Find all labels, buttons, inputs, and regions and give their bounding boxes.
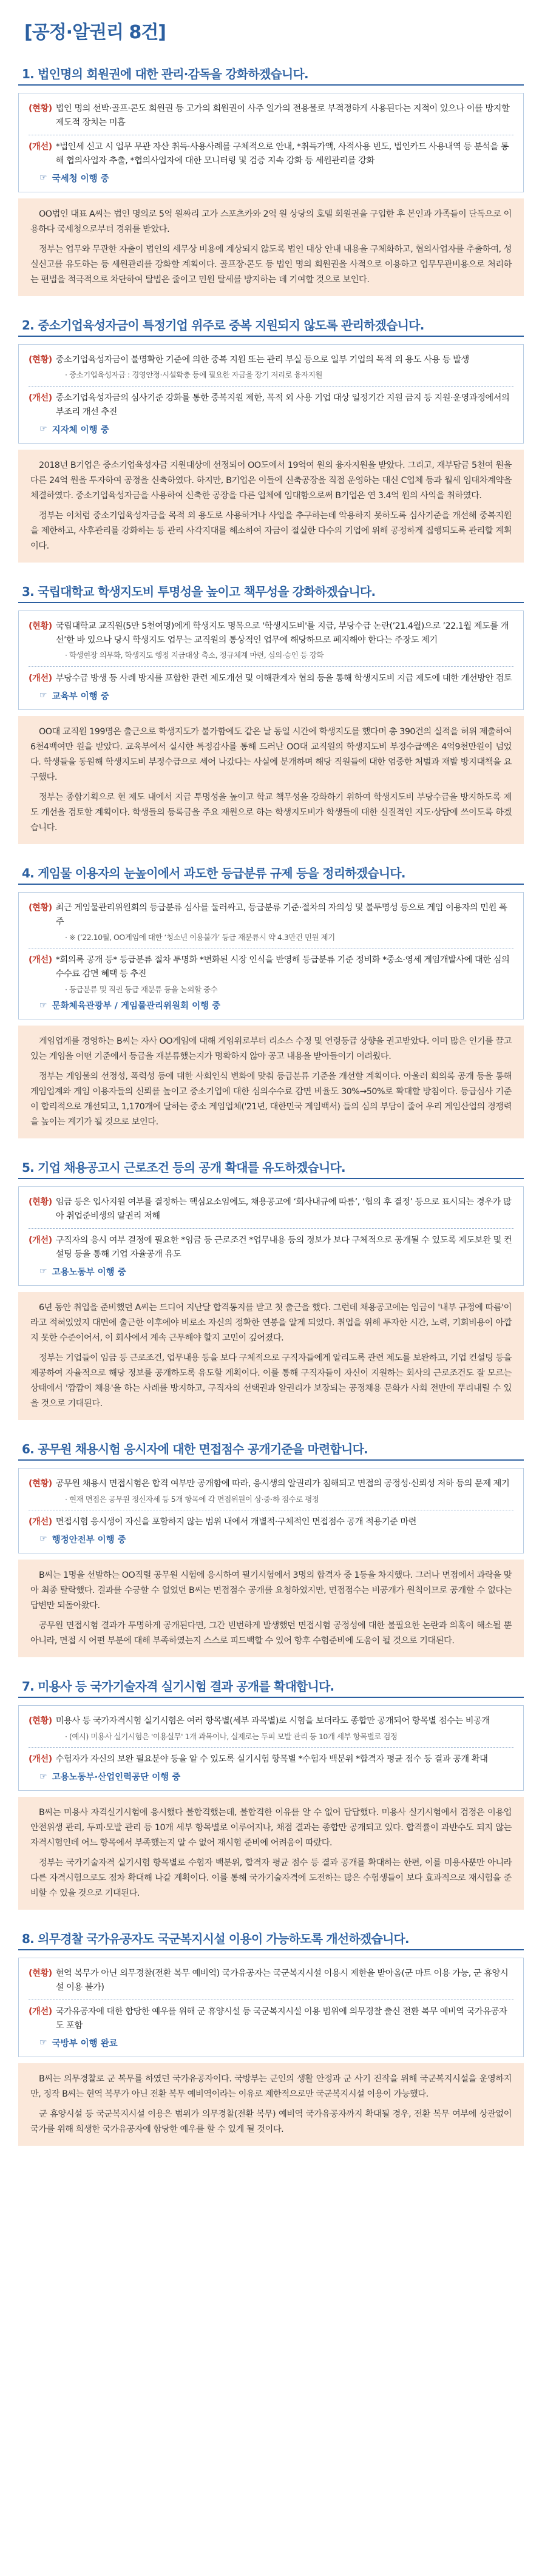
current-notes	[65, 931, 513, 943]
story-paragraph: B씨는 의무경찰로 군 복무를 하였던 국가유공자이다. 국방부는 군인의 생활 안정과 군 사기 진작을 위해 국군복지시설을 운영하지만, 정작 B씨는 현역 복무가 아닌 전환 복무 예비역이라는 이유로 제한적으로만 국군복지시설 이용이 가능했다.	[30, 2074, 512, 2099]
story-paragraph: 정부는 기업들이 임금 등 근로조건, 업무내용 등을 보다 구체적으로 구직자들에게 알리도록 관련 제도를 보완하고, 기업 컨설팅 등을 제공하여 자율적으로 해당 정보를 공개하도록 유도할 계획이다. 이를 통해 구직자들이 자신이 지원하는 회사의 근로조건도 잘 모르는 상태에서 '깜깜이 채용'을 하는 사례를 방지하고, 구직자의 선택권과 알권리가 보장되는 공정채용 문화가 사회 전반에 뿌리내릴 수 있을 것으로 기대된다.	[30, 1353, 512, 1408]
current-notes	[65, 1493, 513, 1505]
status-box	[18, 1958, 524, 2057]
status-box	[18, 1468, 524, 1553]
current-text: 현역 복무가 아닌 의무경찰(전환 복무 예비역) 국가유공자는 국군복지시설 이용시 제한을 받아옴(군 마트 이용 가능, 군 휴양시설 이용 불가)	[55, 1969, 509, 1993]
story-paragraph: 정부는 게임물의 선정성, 폭력성 등에 대한 사회인식 변화에 맞춰 등급분류 기준을 개선할 계획이다. 아울러 회의록 공개 등을 통해 게임업계와 게임 이용자들의 신뢰를 높이고 중소기업에 대한 심의수수료 감면 비율도 30%→50%로 확대할 방침이다. 등급심사 기준이 합리적으로 개선되고, 1,170개에 달하는 중소 게임업체('21년, 대한민국 게임백서) 들의 심의 부담이 줄어 우리 게임산업의 경쟁력을 높이는 계기가 될 것으로 보인다.	[30, 1072, 512, 1127]
improve-tag: (개선)	[29, 673, 52, 683]
current-item	[29, 102, 513, 130]
responsible-agency	[39, 1533, 513, 1546]
section-heading: 6. 공무원 채용시험 응시자에 대한 면접점수 공개기준을 마련합니다.	[22, 1441, 368, 1456]
improve-notes	[65, 984, 513, 995]
sections-container	[18, 64, 524, 2146]
example-story	[18, 1560, 524, 1657]
responsible-agency	[39, 2037, 513, 2049]
current-notes	[65, 1731, 513, 1742]
divider	[29, 666, 513, 667]
agency-text: 지자체 이행 중	[52, 425, 109, 435]
agency-text: 국방부 이행 완료	[52, 2038, 118, 2049]
section-8	[18, 1929, 524, 2146]
story-paragraph: 공무원 면접시험 결과가 투명하게 공개된다면, 그간 빈번하게 발생했던 면접시험 공정성에 대한 불필요한 논란과 의혹이 해소될 뿐 아니라, 면접 시 어떤 부분에 대해 부족하였는지 스스로 피드백할 수 있어 향후 수험준비에 도움이 될 것으로 기대된다.	[30, 1620, 512, 1646]
story-paragraph: 2018년 B기업은 중소기업육성자금 지원대상에 선정되어 OO도에서 19억여 원의 융자지원을 받았다. 그리고, 재부담금 5천여 원을 다른 24억 원을 투자하여 공정을 신축하였다. 하지만, B기업은 이들에 신축공장을 직접 운영하는 대신 C업체 등과 월세 임대차계약을 체결하였다. 중소기업육성자금을 사용하여 신축한 공장을 다른 업체에 임대함으로써 B기업은 연 3.4억 원의 사익을 취하였다.	[30, 460, 512, 501]
section-rule	[18, 336, 524, 337]
agency-text: 고용노동부·산업인력공단 이행 중	[52, 1773, 181, 1783]
responsible-agency	[39, 999, 513, 1012]
section-5	[18, 1158, 524, 1420]
page-title: [공정·알권리 8건]	[24, 22, 166, 43]
current-notes	[65, 649, 513, 661]
improve-text: 국가유공자에 대한 합당한 예우를 위해 군 휴양시설 등 국군복지시설 이용 범위에 의무경찰 출신 전환 복무 예비역 국가유공자도 포함	[55, 2006, 507, 2030]
section-rule	[18, 1697, 524, 1698]
story-paragraph: 정부는 종합기획으로 현 제도 내에서 지급 투명성을 높이고 학교 책무성을 강화하기 위하여 학생지도비 부당수급을 방지하도록 제도 개선을 검토할 계획이다. 학생들의 등록금을 주요 재원으로 하는 학생지도비가 학생들에 대한 실질적인 지도·상담에 쓰이도록 하겠습니다.	[30, 792, 512, 833]
section-rule	[18, 602, 524, 603]
note-item: · 중소기업육성자금 : 경영안정·시설확충 등에 필요한 자금을 장기 저리로 융자지원	[65, 369, 513, 380]
pointer-icon: ☞	[39, 1266, 47, 1277]
status-box	[18, 892, 524, 1019]
section-1	[18, 64, 524, 296]
improve-item	[29, 140, 513, 168]
example-story	[18, 1292, 524, 1420]
story-paragraph: B씨는 미용사 자격실기시험에 응시했다 불합격했는데, 불합격한 이유를 알 수 없어 답답했다. 미용사 실기시험에서 검정은 이용업 안전위생 관리, 두피·모발 관리 등 10개 세부 항목별로 이루어지나, 채점 결과는 종합만 공개되고 있다. 합격률이 과반수도 되지 않는 자격시험인데 어느 항목에서 부족했는지 알 수 없어 재시험 준비에 어려움이 따랐다.	[30, 1808, 512, 1848]
divider	[29, 1228, 513, 1229]
current-text: 미용사 등 국가자격시험 실기시험은 여러 항목별(세부 과목별)로 시험을 보더라도 종합만 공개되어 항목별 점수는 비공개	[55, 1716, 490, 1726]
current-item	[29, 901, 513, 929]
divider	[29, 1747, 513, 1748]
divider	[29, 386, 513, 387]
note-item: · ※ (’22.10월, OO게임에 대한 ‘청소년 이용불가’ 등급 재분류시 약 4.3만건 민원 제기	[65, 931, 513, 943]
current-text: 국립대학교 교직원(5만 5천여명)에게 학생지도 명목으로 '학생지도비'를 지급, 부당수급 논란(’21.4월)으로 ’22.1월 제도를 개선’한 바 있으나 당시 학생지도 업무는 교직원의 통상적인 업무에 해당하므로 폐지해야 한다는 주장도 제기	[55, 621, 509, 645]
responsible-agency	[39, 172, 513, 184]
pointer-icon: ☞	[39, 173, 47, 183]
section-heading: 5. 기업 채용공고시 근로조건 등의 공개 확대를 유도하겠습니다.	[22, 1160, 345, 1175]
improve-tag: (개선)	[29, 955, 52, 965]
status-box	[18, 1186, 524, 1286]
improve-item	[29, 953, 513, 981]
example-story	[18, 1026, 524, 1138]
current-item	[29, 1195, 513, 1223]
example-story	[18, 1797, 524, 1910]
story-paragraph: 정부는 국가기술자격 실기시험 항목별로 수험자 백분위, 합격자 평균 점수 등 결과 공개를 확대하는 한편, 이를 미용사뿐만 아니라 다른 자격시험으로도 점차 확대해 나갈 계획이다. 이를 통해 국가기술자격에 도전하는 많은 수험생들이 보다 효과적으로 재시험을 준비할 수 있을 것으로 기대된다.	[30, 1858, 512, 1899]
section-heading: 7. 미용사 등 국가기술자격 실기시험 결과 공개를 확대합니다.	[22, 1678, 334, 1694]
current-tag: (현황)	[29, 1716, 52, 1726]
story-paragraph: 군 휴양시설 등 국군복지시설 이용은 범위가 의무경찰(전환 복무) 예비역 국가유공자까지 확대될 경우, 전환 복무 여부에 상관없이 국가를 위해 희생한 국가유공자에 합당한 예우를 할 수 있게 될 것이다.	[30, 2109, 512, 2134]
current-tag: (현황)	[29, 1969, 52, 1979]
current-item	[29, 1477, 513, 1491]
responsible-agency	[39, 423, 513, 436]
improve-item	[29, 1234, 513, 1262]
section-3	[18, 582, 524, 844]
agency-text: 문화체육관광부 / 게임물관리위원회 이행 중	[52, 1001, 221, 1012]
current-text: 중소기업육성자금이 불명확한 기준에 의한 중복 지원 또는 관리 부실 등으로 일부 기업의 목적 외 용도 사용 등 발생	[55, 354, 469, 365]
current-tag: (현황)	[29, 354, 52, 365]
pointer-icon: ☞	[39, 424, 47, 434]
current-tag: (현황)	[29, 1478, 52, 1489]
improve-item	[29, 2005, 513, 2033]
current-item	[29, 353, 513, 367]
pointer-icon: ☞	[39, 1771, 47, 1782]
current-item	[29, 1714, 513, 1728]
pointer-icon: ☞	[39, 691, 47, 701]
improve-text: *회의록 공개 등* 등급분류 절차 투명화 *변화된 시장 인식을 반영해 등급분류 기준 정비화 *중소·영세 게임개발사에 대한 심의수수료 감면 혜택 등 추진	[55, 955, 510, 979]
current-tag: (현황)	[29, 104, 52, 113]
story-paragraph: B씨는 1명을 선발하는 OO직렬 공무원 시험에 응시하여 필기시험에서 3명의 합격자 중 1등을 차지했다. 그러나 면접에서 과락을 맞아 최종 탈락했다. 결과를 수긍할 수 없었던 B씨는 면접점수 공개를 요청하였지만, 면접점수는 비공개가 원칙이므로 공개할 수 없다는 답변만 되돌아왔다.	[30, 1570, 512, 1611]
current-notes	[65, 369, 513, 380]
current-item	[29, 1967, 513, 1995]
story-paragraph: 게임업계를 경영하는 B씨는 자사 OO게임에 대해 게임위로부터 리소스 수정 및 연령등급 상향을 권고받았다. 이미 많은 인기를 끌고 있는 게임을 어떤 기준에서 등급을 재분류했는지가 명확하지 않아 공고 내용을 받아들이기 어려웠다.	[30, 1036, 512, 1062]
improve-item	[29, 1515, 513, 1529]
improve-text: 중소기업육성자금의 심사기준 강화를 통한 중복지원 제한, 목적 외 사용 기업 대상 일정기간 지원 금지 등 지원·운영과정에서의 부조리 개선 추진	[55, 393, 510, 417]
current-text: 임금 등은 입사지원 여부를 결정하는 핵심요소임에도, 채용공고에 ‘회사내규에 따름’, ‘협의 후 결정’ 등으로 표시되는 경우가 많아 취업준비생의 알권리 저해	[55, 1197, 512, 1221]
example-story	[18, 716, 524, 844]
note-item: · 등급분류 및 직권 등급 재분류 등을 논의할 중수	[65, 984, 513, 995]
section-4	[18, 864, 524, 1138]
improve-item	[29, 1753, 513, 1766]
agency-text: 국세청 이행 중	[52, 174, 109, 184]
section-rule	[18, 1178, 524, 1179]
responsible-agency	[39, 1265, 513, 1278]
current-tag: (현황)	[29, 621, 52, 631]
improve-item	[29, 391, 513, 419]
improve-text: 면접시험 응시생이 자신을 포함하지 않는 범위 내에서 개별적·구체적인 면접점수 공개 적용기준 마련	[55, 1516, 416, 1527]
example-story	[18, 2063, 524, 2146]
status-box	[18, 610, 524, 710]
current-text: 최근 게임물관리위원회의 등급분류 심사를 둘러싸고, 등급분류 기준·절차의 자의성 및 불투명성 등으로 게임 이용자의 민원 폭주	[55, 902, 507, 927]
improve-text: 부당수급 방생 등 사례 방지를 포함한 관련 제도개선 및 이해관계자 협의 등을 통해 학생지도비 지급 제도에 대한 개선방안 검토	[55, 673, 512, 683]
section-rule	[18, 884, 524, 885]
story-paragraph: 정부는 업무와 무관한 자출이 법인의 세무상 비용에 계상되지 않도록 법인 대상 안내 내용을 구체화하고, 협의사업자를 추출하여, 성실신고를 유도하는 등 세원관리를 강화할 계획이다. 골프장·콘도 등 법인 명의 회원권을 사적으로 이용하고 업무무관비용으로 처리하는 편법을 적극적으로 차단하여 탈법은 줄이고 민원 탈세를 방지하는 데 기여할 것으로 보인다.	[30, 244, 512, 285]
section-rule	[18, 1459, 524, 1461]
status-box	[18, 1705, 524, 1791]
note-item: · 현재 면접은 공무원 정신자세 등 5개 항목에 각 면접위원이 상·중·하 점수로 평정	[65, 1493, 513, 1505]
section-2	[18, 316, 524, 563]
pointer-icon: ☞	[39, 2038, 47, 2048]
improve-tag: (개선)	[29, 2006, 52, 2017]
agency-text: 고용노동부 이행 중	[52, 1267, 126, 1277]
current-item	[29, 620, 513, 647]
current-text: 공무원 채용시 면접시험은 합격 여부만 공개함에 따라, 응시생의 알권리가 침해되고 면접의 공정성·신뢰성 저하 등의 문제 제기	[55, 1478, 510, 1489]
example-story	[18, 450, 524, 563]
pointer-icon: ☞	[39, 1534, 47, 1544]
section-heading: 8. 의무경찰 국가유공자도 국군복지시설 이용이 가능하도록 개선하겠습니다.	[22, 1932, 409, 1947]
responsible-agency	[39, 689, 513, 702]
improve-text: 구직자의 응시 여부 결정에 필요한 *임금 등 근로조건 *업무내용 등의 정보가 보다 구체적으로 공개될 수 있도록 제도보완 및 컨설팅 등을 통해 기업 자율공개 유도	[55, 1235, 512, 1259]
improve-tag: (개선)	[29, 1235, 52, 1245]
improve-tag: (개선)	[29, 393, 52, 403]
agency-text: 행정안전부 이행 중	[52, 1535, 126, 1545]
current-text: 법인 명의 선박·골프·콘도 회원권 등 고가의 회원권이 사주 일가의 전용물로 부적정하게 사용된다는 지적이 있으나 이를 방지할 제도적 장치는 미흡	[55, 104, 510, 127]
improve-tag: (개선)	[29, 141, 52, 152]
section-heading: 3. 국립대학교 학생지도비 투명성을 높이고 책무성을 강화하겠습니다.	[22, 584, 376, 599]
improve-tag: (개선)	[29, 1754, 52, 1765]
story-paragraph: 6년 동안 취업을 준비했던 A씨는 드디어 지난달 합격통지를 받고 첫 출근을 했다. 그런데 채용공고에는 임금이 '내부 규정에 따름'이라고 적혀있었지 대면에 출근한 이후에야 비로소 자신의 정확한 연봉을 알게 되었다. 취업을 위해 투자한 시간, 노력, 기회비용이 아깝지 못한 수준이어서, 이 회사에서 계속 근무해야 할지 고민이 깊어졌다.	[30, 1302, 512, 1343]
story-paragraph: OO대 교직원 199명은 출근으로 학생지도가 불가함에도 같은 날 동일 시간에 학생지도를 했다며 총 390건의 실적을 허위 제출하여 6천4백여만 원을 받았다. 교육부에서 실시한 특정감사를 통해 드러난 OO대 교직원의 학생지도비 부정수급액은 4억9천만원이 넘었다. 학생들을 동원해 학생지도비 부정수급으로 세어 나갔다는 사실에 분개하며 해당 직원들에 대한 엄중한 처벌과 재발 방지대책을 요구했다.	[30, 726, 512, 782]
improve-text: *법인세 신고 시 업무 무관 자산 취득·사용사례를 구체적으로 안내, *취득가액, 사적사용 빈도, 법인카드 사용내역 등 분석을 통해 협의사업자 추출, *협의사업자에 대한 모니터링 및 검증 지속 강화 등 세원관리를 강화	[55, 141, 509, 166]
section-rule	[18, 1949, 524, 1950]
story-paragraph: 정부는 이처럼 중소기업육성자금을 목적 외 용도로 사용하거나 사업을 추구하는데 악용하지 못하도록 심사기준을 개선해 중복지원을 제한하고, 사후관리를 강화하는 등 관리 사각지대를 해소하여 자금이 절실한 다수의 기업에 위해 공정하게 집행되도록 관리할 계획이다.	[30, 510, 512, 551]
current-tag: (현황)	[29, 1197, 52, 1208]
improve-tag: (개선)	[29, 1516, 52, 1527]
section-heading: 1. 법인명의 회원권에 대한 관리·감독을 강화하겠습니다.	[22, 67, 308, 81]
pointer-icon: ☞	[39, 1000, 47, 1010]
improve-text: 수험자가 자신의 보완 필요분야 등을 알 수 있도록 실기시험 항목별 *수험자 백분위 *합격자 평균 점수 등 결과 공개 확대	[55, 1754, 488, 1765]
story-paragraph: OO법인 대표 A씨는 법인 명의로 5억 원짜리 고가 스포츠카와 2억 원 상당의 호텔 회원권을 구입한 후 본인과 가족들이 단독으로 이용하다 국세청으로부터 경위를 받았다.	[30, 209, 512, 234]
section-6	[18, 1439, 524, 1657]
section-heading: 4. 게임물 이용자의 눈높이에서 과도한 등급분류 규제 등을 정리하겠습니다.	[22, 865, 405, 881]
status-box	[18, 344, 524, 444]
example-story	[18, 198, 524, 296]
note-item: · (예시) 미용사 실기시험은 '이용실무' 1개 과목이나, 실제로는 두피 모발 관리 등 10개 세부 항목별로 검정	[65, 1731, 513, 1742]
current-tag: (현황)	[29, 902, 52, 913]
section-7	[18, 1677, 524, 1910]
status-box	[18, 93, 524, 192]
improve-item	[29, 672, 513, 686]
section-heading: 2. 중소기업육성자금이 특정기업 위주로 중복 지원되지 않도록 관리하겠습니다.	[22, 317, 424, 333]
note-item: · 학생현장 의무화, 학생지도 행정 지급대상 축소, 정규체계 마련, 심의·승인 등 강화	[65, 649, 513, 661]
agency-text: 교육부 이행 중	[52, 691, 109, 701]
responsible-agency	[39, 1770, 513, 1783]
section-rule	[18, 84, 524, 86]
